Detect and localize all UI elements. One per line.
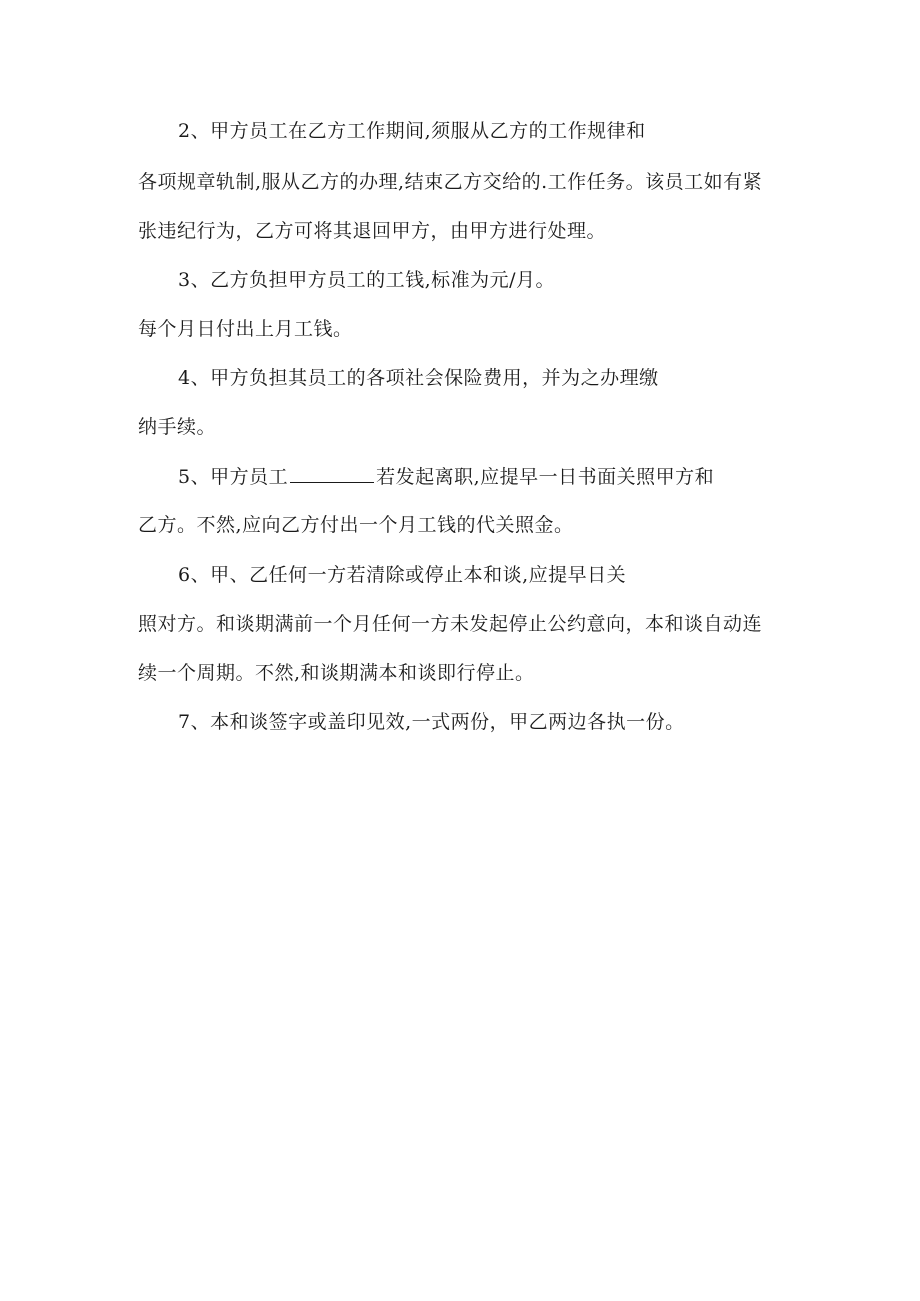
clause-3-line-1: 3、乙方负担甲方员工的工钱,标准为元/月。 bbox=[178, 269, 556, 291]
fill-in-blank[interactable] bbox=[290, 464, 374, 483]
clause-6-line-1: 6、甲、乙任何一方若清除或停止本和谈,应提早日关 bbox=[178, 564, 627, 586]
clause-4-line-1: 4、甲方负担其员工的各项社会保险费用，并为之办理缴 bbox=[178, 367, 659, 389]
clause-2-line-1: 2、甲方员工在乙方工作期间,须服从乙方的工作规律和 bbox=[178, 120, 646, 142]
clause-5-text-after-blank: 若发起离职,应提早一日书面关照甲方和 bbox=[376, 466, 715, 488]
clause-3-line-2: 每个月日付出上月工钱。 bbox=[138, 318, 353, 340]
clause-6-line-2: 照对方。和谈期满前一个月任何一方未发起停止公约意向，本和谈自动连 bbox=[138, 613, 763, 635]
clause-4-line-2: 纳手续。 bbox=[138, 416, 217, 438]
clause-5-text-before-blank: 5、甲方员工 bbox=[178, 466, 289, 488]
clause-5-line-2: 乙方。不然,应向乙方付出一个月工钱的代关照金。 bbox=[138, 514, 574, 536]
clause-6-line-3: 续一个周期。不然,和谈期满本和谈即行停止。 bbox=[138, 662, 535, 684]
clause-2-line-2: 各项规章轨制,服从乙方的办理,结束乙方交给的.工作任务。该员工如有紧 bbox=[138, 171, 763, 193]
clause-5-line-1 bbox=[178, 464, 714, 489]
clause-2-line-3: 张违纪行为，乙方可将其退回甲方，由甲方进行处理。 bbox=[138, 220, 607, 242]
clause-7-line-1: 7、本和谈签字或盖印见效,一式两份，甲乙两边各执一份。 bbox=[178, 711, 685, 733]
